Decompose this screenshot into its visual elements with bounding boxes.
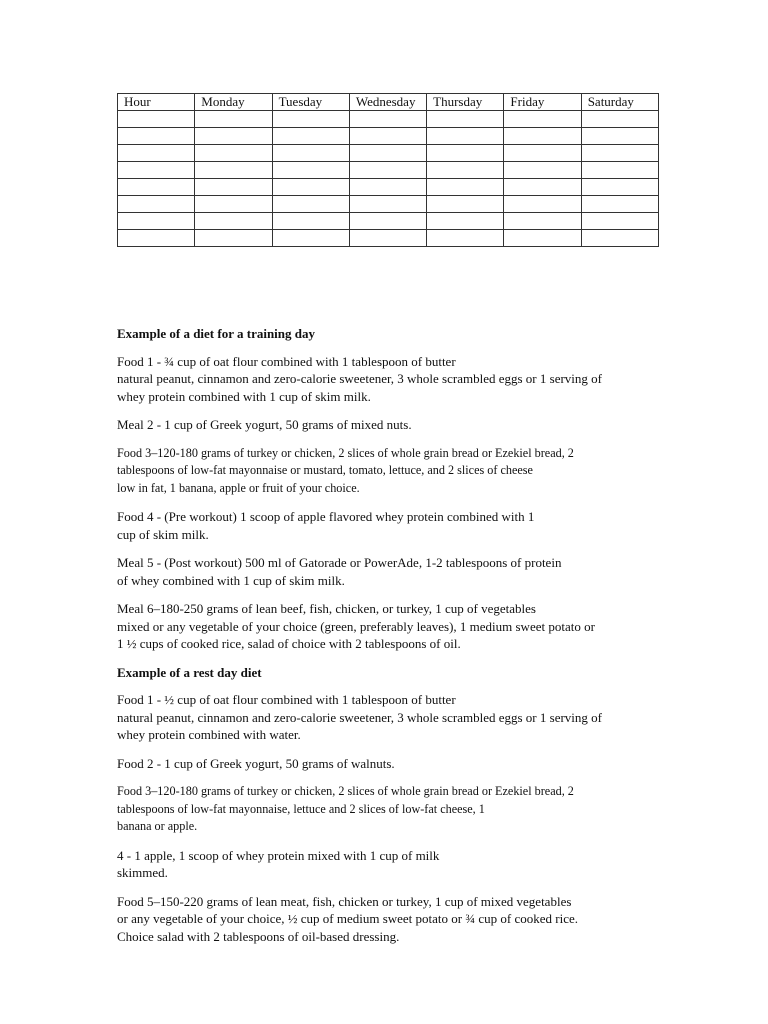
table-cell xyxy=(118,128,195,145)
text-line: Food 3–120-180 grams of turkey or chicken, 2 slices of whole grain bread or Ezekiel bread, 2 xyxy=(117,445,574,460)
table-cell xyxy=(581,213,658,230)
table-cell xyxy=(581,111,658,128)
table-cell xyxy=(504,196,581,213)
table-cell xyxy=(349,111,426,128)
text-line: whey protein combined with water. xyxy=(117,727,301,742)
text-line: natural peanut, cinnamon and zero-calorie sweetener, 3 whole scrambled eggs or 1 serving of xyxy=(117,709,602,725)
table-row xyxy=(118,128,659,145)
table-cell xyxy=(581,179,658,196)
text-line: natural peanut, cinnamon and zero-calorie sweetener, 3 whole scrambled eggs or 1 serving of xyxy=(117,371,602,386)
table-cell xyxy=(504,111,581,128)
table-body xyxy=(118,111,659,247)
table-row xyxy=(118,145,659,162)
text-line: Food 4 - (Pre workout) 1 scoop of apple flavored whey protein combined with 1 xyxy=(117,509,535,524)
table-cell xyxy=(272,213,349,230)
table-row xyxy=(118,111,659,128)
text-line: Food 3–120-180 grams of turkey or chicken, 2 slices of whole grain bread or Ezekiel bread, 2 xyxy=(117,784,574,798)
table-cell xyxy=(504,213,581,230)
table-cell xyxy=(118,196,195,213)
header-saturday: Saturday xyxy=(581,94,658,111)
training-food-1 xyxy=(117,353,657,406)
text-line: 1 ½ cups of cooked rice, salad of choice with 2 tablespoons of oil. xyxy=(117,636,461,651)
table-cell xyxy=(349,145,426,162)
table-cell xyxy=(272,111,349,128)
table-cell xyxy=(118,213,195,230)
table-row xyxy=(118,230,659,247)
table-cell xyxy=(118,162,195,179)
rest-food-3 xyxy=(117,783,657,836)
header-thursday: Thursday xyxy=(427,94,504,111)
text-line: Food 5–150-220 grams of lean meat, fish, chicken or turkey, 1 cup of mixed vegetables xyxy=(117,893,572,909)
table-cell xyxy=(118,111,195,128)
text-line: Choice salad with 2 tablespoons of oil-based dressing. xyxy=(117,928,400,944)
table-cell xyxy=(272,128,349,145)
text-line: Meal 6–180-250 grams of lean beef, fish, chicken, or turkey, 1 cup of vegetables xyxy=(117,601,536,616)
table-cell xyxy=(427,213,504,230)
table-cell xyxy=(195,179,272,196)
text-line: or any vegetable of your choice, ½ cup of medium sweet potato or ¾ cup of cooked rice. xyxy=(117,911,578,926)
table-row xyxy=(118,213,659,230)
table-cell xyxy=(349,162,426,179)
training-meal-6 xyxy=(117,600,657,653)
table-cell xyxy=(195,111,272,128)
table-cell xyxy=(581,128,658,145)
table-cell xyxy=(427,196,504,213)
table-cell xyxy=(504,162,581,179)
text-line: mixed or any vegetable of your choice (green, preferably leaves), 1 medium sweet potato or xyxy=(117,618,595,634)
header-friday: Friday xyxy=(504,94,581,111)
table-cell xyxy=(427,162,504,179)
table-cell xyxy=(349,230,426,247)
text-line: Food 2 - 1 cup of Greek yogurt, 50 grams of walnuts. xyxy=(117,755,395,771)
table-cell xyxy=(427,128,504,145)
table-cell xyxy=(581,230,658,247)
weekly-schedule-table xyxy=(117,93,659,247)
table-cell xyxy=(118,145,195,162)
table-cell xyxy=(349,179,426,196)
table-cell xyxy=(427,111,504,128)
table-row xyxy=(118,196,659,213)
text-line: banana or apple. xyxy=(117,819,198,833)
rest-item-4 xyxy=(117,847,657,882)
table-cell xyxy=(195,145,272,162)
table-cell xyxy=(118,179,195,196)
text-line: whey protein combined with 1 cup of skim milk. xyxy=(117,388,371,404)
text-line: Food 1 - ½ cup of oat flour combined with 1 tablespoon of butter xyxy=(117,692,456,707)
table-cell xyxy=(504,145,581,162)
table-cell xyxy=(581,162,658,179)
training-day-heading: Example of a diet for a training day xyxy=(117,326,316,341)
table-cell xyxy=(272,196,349,213)
table-row xyxy=(118,179,659,196)
text-line: cup of skim milk. xyxy=(117,526,209,542)
table-cell xyxy=(349,213,426,230)
rest-day-heading: Example of a rest day diet xyxy=(117,664,262,680)
header-wednesday: Wednesday xyxy=(349,94,426,111)
rest-food-1 xyxy=(117,691,657,744)
table-cell xyxy=(195,196,272,213)
table-row xyxy=(118,162,659,179)
text-line: skimmed. xyxy=(117,865,168,880)
table-cell xyxy=(272,145,349,162)
table-header-row xyxy=(118,94,659,111)
text-line: 4 - 1 apple, 1 scoop of whey protein mixed with 1 cup of milk xyxy=(117,847,440,863)
table-cell xyxy=(504,230,581,247)
table-cell xyxy=(581,196,658,213)
table-cell xyxy=(272,230,349,247)
training-food-4 xyxy=(117,508,657,543)
training-meal-2 xyxy=(117,416,657,434)
text-line: Meal 5 - (Post workout) 500 ml of Gatorade or PowerAde, 1-2 tablespoons of protein xyxy=(117,555,562,570)
table-cell xyxy=(195,162,272,179)
text-line: of whey combined with 1 cup of skim milk. xyxy=(117,572,345,588)
table-cell xyxy=(427,145,504,162)
header-hour: Hour xyxy=(118,94,195,111)
table-cell xyxy=(349,196,426,213)
text-line: tablespoons of low-fat mayonnaise, lettuce and 2 slices of low-fat cheese, 1 xyxy=(117,801,485,816)
diet-content xyxy=(117,325,657,956)
table-cell xyxy=(118,230,195,247)
table-cell xyxy=(504,128,581,145)
text-line: Meal 2 - 1 cup of Greek yogurt, 50 grams of mixed nuts. xyxy=(117,417,412,432)
table-cell xyxy=(272,179,349,196)
table-cell xyxy=(195,128,272,145)
header-monday: Monday xyxy=(195,94,272,111)
table-cell xyxy=(581,145,658,162)
text-line: Food 1 - ¾ cup of oat flour combined with 1 tablespoon of butter xyxy=(117,353,456,369)
rest-food-5 xyxy=(117,893,657,946)
table-cell xyxy=(272,162,349,179)
training-food-3 xyxy=(117,445,657,498)
rest-food-2 xyxy=(117,755,657,773)
training-meal-5 xyxy=(117,554,657,589)
table-cell xyxy=(504,179,581,196)
table-cell xyxy=(195,213,272,230)
text-line: low in fat, 1 banana, apple or fruit of your choice. xyxy=(117,480,360,495)
text-line: tablespoons of low-fat mayonnaise or mustard, tomato, lettuce, and 2 slices of cheese xyxy=(117,463,533,477)
table-cell xyxy=(427,230,504,247)
table-cell xyxy=(427,179,504,196)
header-tuesday: Tuesday xyxy=(272,94,349,111)
table-cell xyxy=(195,230,272,247)
table-cell xyxy=(349,128,426,145)
